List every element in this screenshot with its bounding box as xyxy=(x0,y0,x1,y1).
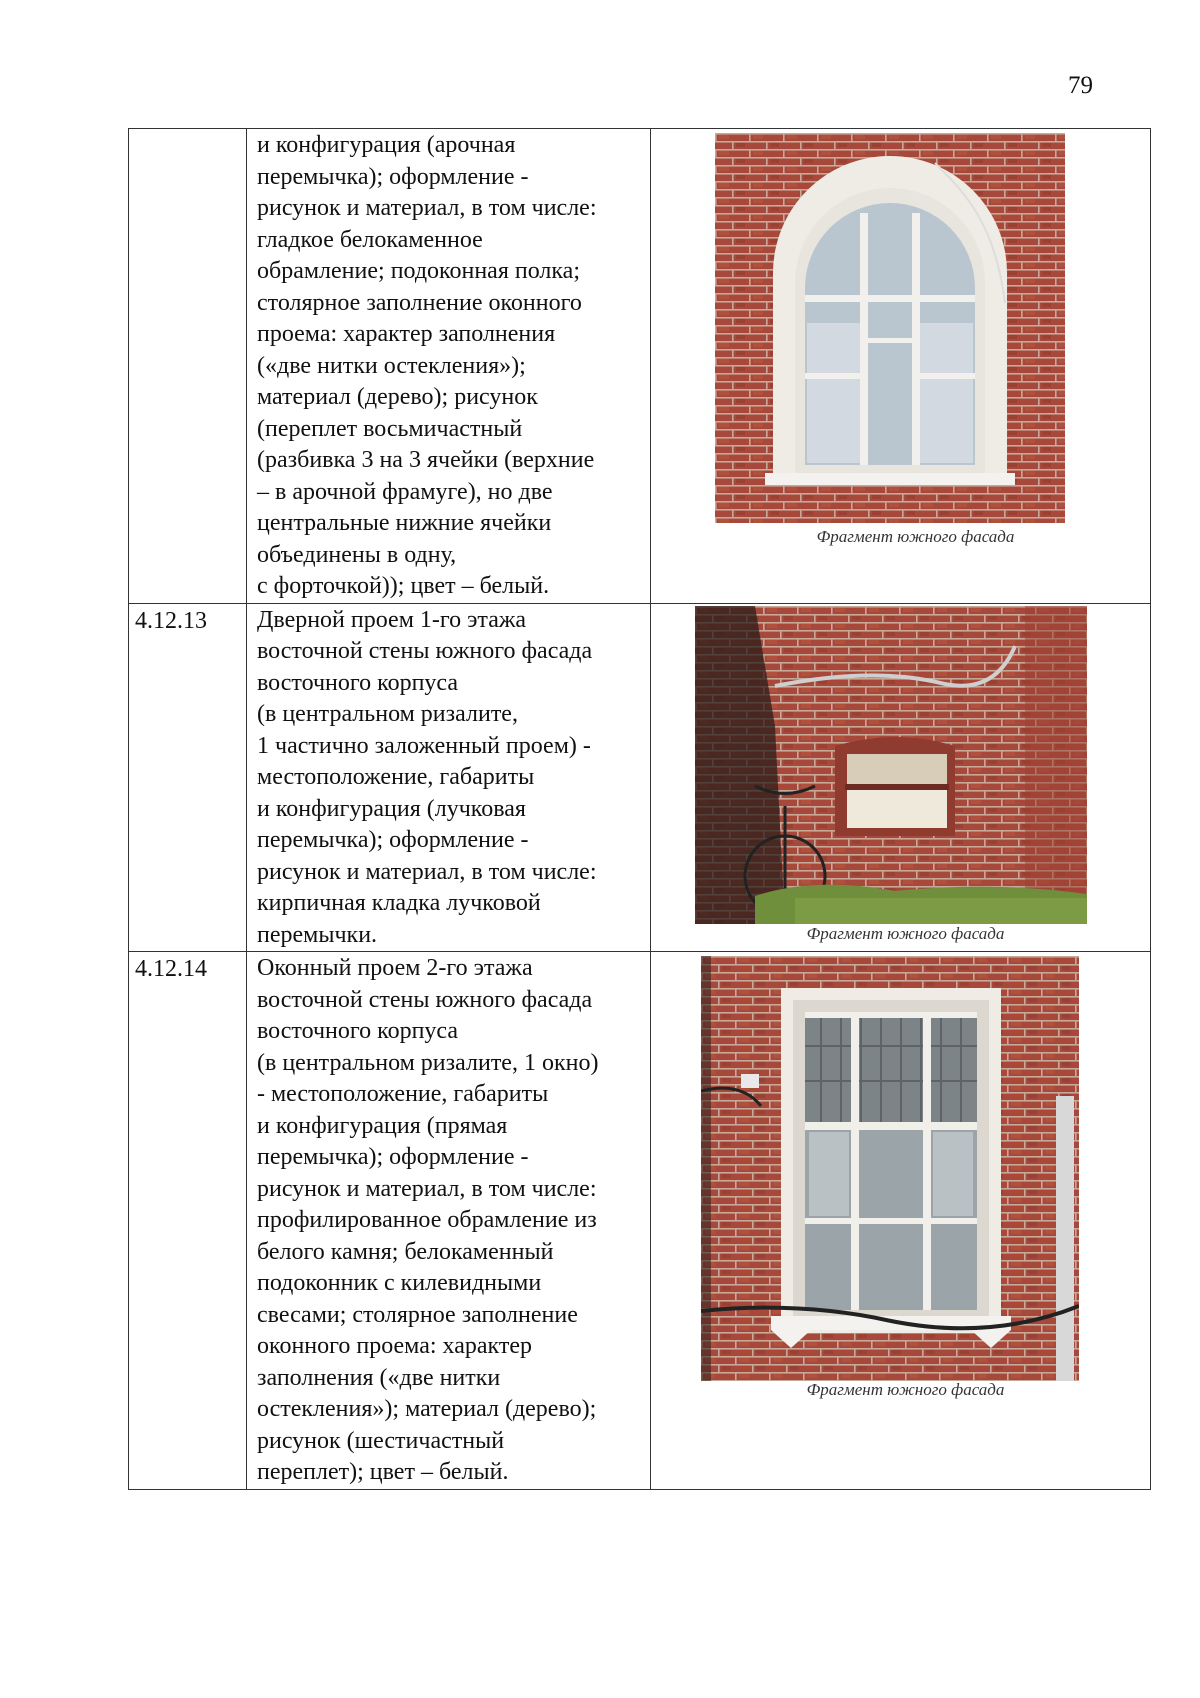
photo-caption: Фрагмент южного фасада xyxy=(806,923,1005,943)
table-row xyxy=(129,129,1151,604)
bricked-doorway-photo xyxy=(695,606,1087,924)
photo-cell xyxy=(651,952,1151,1490)
page-number: 79 xyxy=(1068,72,1093,99)
photo-cell xyxy=(651,603,1151,952)
row-number: 4.12.13 xyxy=(129,603,247,952)
row-number xyxy=(129,129,247,604)
table-row xyxy=(129,603,1151,952)
arched-window-photo xyxy=(715,133,1065,523)
description-text: и конфигурация (арочная перемычка); оформление - рисунок и материал, в том числе: гладкое белокаменное обрамление; подоконная полка; столярное заполнение оконного проема: характер заполнения («две нитки остекления»); материал (дерево); рисунок (переплет восьмичастный (разбивка 3 на 3 ячейки (верхние – в арочной фрамуге), но две центральные нижние ячейки объединены в одну, с форточкой)); цвет – белый. xyxy=(257,132,597,599)
rectangular-window-photo xyxy=(701,956,1079,1381)
table-row xyxy=(129,952,1151,1490)
row-description xyxy=(247,129,651,604)
heritage-elements-table xyxy=(128,128,1151,1490)
description-text: Дверной проем 1-го этажа восточной стены южного фасада восточного корпуса (в центральном ризалите, 1 частично заложенный проем) - местоположение, габариты и конфигурация (лучковая перемычка); оформление - рисунок и материал, в том числе: кирпичная кладка лучковой перемычки. xyxy=(257,606,597,948)
row-description xyxy=(247,603,651,952)
photo-caption: Фрагмент южного фасада xyxy=(816,527,1015,546)
photo-cell xyxy=(651,129,1151,604)
row-description xyxy=(247,952,651,1490)
description-text: Оконный проем 2-го этажа восточной стены южного фасада восточного корпуса (в центральном ризалите, 1 окно) - местоположение, габариты и конфигурация (прямая перемычка); оформление - рисунок и материал, в том числе: профилированное обрамление из белого камня; белокаменный подоконник с килевидными свесами; столярное заполнение оконного проема: характер заполнения («две нитки остекления»); материал (дерево); рисунок (шестичастный переплет); цвет – белый. xyxy=(257,955,599,1485)
photo-caption: Фрагмент южного фасада xyxy=(806,1380,1005,1399)
row-number: 4.12.14 xyxy=(129,952,247,1490)
